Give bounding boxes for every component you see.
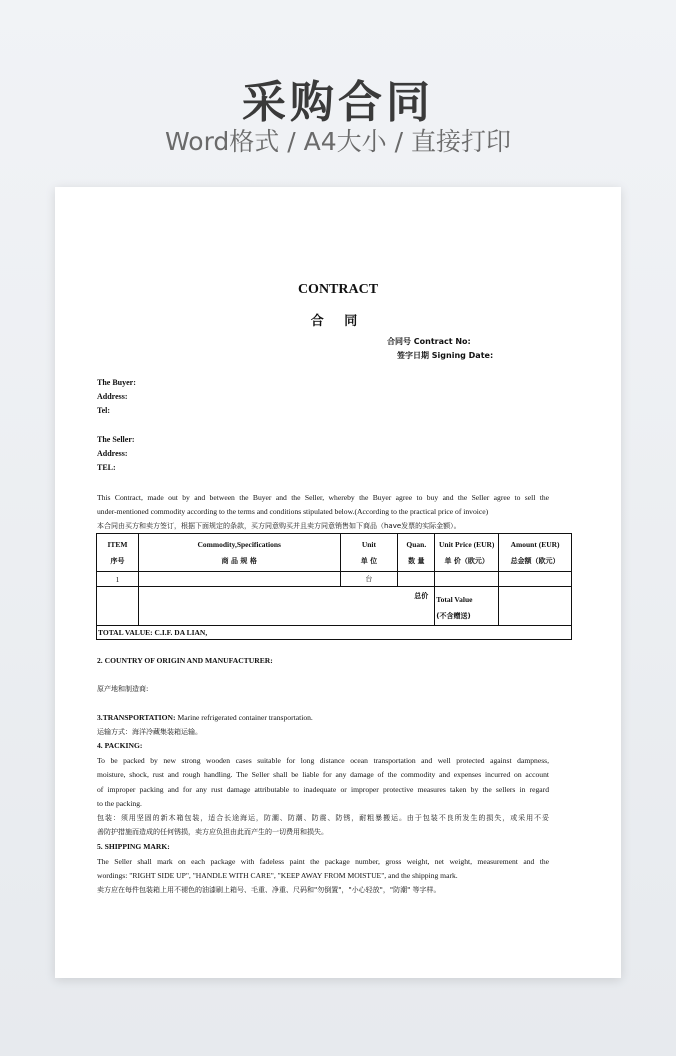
cell-item: 1 bbox=[97, 572, 139, 587]
contract-no-label: 合同号 Contract No: bbox=[387, 337, 471, 346]
total-label-cell bbox=[435, 587, 499, 626]
seller-tel-label: TEL: bbox=[97, 463, 116, 472]
section-4-en-line-4: to the packing. bbox=[97, 799, 142, 808]
section-5-heading: 5. SHIPPING MARK: bbox=[97, 842, 170, 851]
section-4-cn-line-2: 善防护措施而造成的任何锈损，卖方应负担由此而产生的一切费用和损失。 bbox=[97, 828, 328, 836]
table-header-row bbox=[97, 534, 572, 572]
header-item: ITEM 序号 bbox=[97, 534, 139, 572]
section-3-text: Marine refrigerated container transportation. bbox=[175, 713, 313, 722]
buyer-address-label: Address: bbox=[97, 392, 128, 401]
seller-label: The Seller: bbox=[97, 435, 135, 444]
header-commodity: Commodity,Specifications 商 品 规 格 bbox=[138, 534, 340, 572]
section-2-cn: 原产地和制造商: bbox=[97, 685, 149, 693]
section-4-en-line-1: To be packed by new strong wooden cases suitable for long distance ocean transportation and well protected against dampness, bbox=[97, 756, 549, 765]
cell-unit-price bbox=[435, 572, 499, 587]
section-4-cn-line-1: 包装：须用坚固的新木箱包装，适合长途海运，防潮、防潮、防震、防锈，耐粗暴搬运。由于包装不良所发生的损失，或采用不妥 bbox=[97, 814, 549, 822]
total-value: TOTAL VALUE: C.I.F. DA LIAN, bbox=[97, 626, 572, 640]
intro-en-line-2: under-mentioned commodity according to the terms and conditions stipulated below.(According to the practical price of invoice) bbox=[97, 507, 489, 516]
intro-cn: 本合同由买方和卖方签订，根据下面规定的条款，买方同意购买并且卖方同意销售如下商品（have发票的实际金额）。 bbox=[97, 522, 461, 530]
signing-date-label: 签字日期 Signing Date: bbox=[397, 351, 494, 360]
cell-amount bbox=[499, 572, 572, 587]
header-unit-price: Unit Price (EUR) 单 价（欧元） bbox=[435, 534, 499, 572]
section-5-en-line-1: The Seller shall mark on each package with fadeless paint the package number, gross weight, net weight, measurement and the bbox=[97, 857, 549, 866]
total-note: (不含赠送) bbox=[436, 612, 471, 620]
total-en: Total Value bbox=[436, 595, 473, 604]
section-4-en-line-2: moisture, shock, rust and rough handling. The Seller shall be liable for any damage of the commodity and expenses incurred on account bbox=[97, 770, 549, 779]
contract-title: CONTRACT bbox=[297, 282, 379, 297]
seller-address-label: Address: bbox=[97, 449, 128, 458]
section-3-heading: 3.TRANSPORTATION: bbox=[97, 713, 176, 722]
page-subtitle: Word格式 / A4大小 / 直接打印 bbox=[165, 127, 511, 156]
page-title: 采购合同 bbox=[242, 77, 434, 128]
document-sheet bbox=[55, 187, 621, 978]
header-amount: Amount (EUR) 总金额（欧元） bbox=[499, 534, 572, 572]
header-unit: Unit 单 位 bbox=[340, 534, 398, 572]
goods-table bbox=[96, 533, 572, 640]
table-total-value-row bbox=[97, 626, 572, 640]
cell-empty bbox=[97, 587, 139, 626]
total-amount-cell bbox=[499, 587, 572, 626]
section-4-en-line-3: of improper packing and for any rust damage attributable to inadequate or improper protective measures taken by the sellers in regard bbox=[97, 785, 549, 794]
section-5-cn: 卖方应在每件包装箱上用不褪色的油漆刷上箱号、毛重、净重、尺码和"勿倒置"，"小心轻放"，"防潮" 等字样。 bbox=[97, 886, 441, 894]
section-4-heading: 4. PACKING: bbox=[97, 741, 143, 750]
buyer-tel-label: Tel: bbox=[97, 406, 111, 415]
header-quantity: Quan. 数 量 bbox=[398, 534, 435, 572]
contract-title-cn: 合 同 bbox=[310, 314, 366, 329]
table-row bbox=[97, 572, 572, 587]
section-3-cn: 运输方式：海洋冷藏集装箱运输。 bbox=[97, 728, 202, 736]
intro-en-line-1: This Contract, made out by and between the Buyer and the Seller, whereby the Buyer agree to buy and the Seller agree to sell the bbox=[97, 493, 549, 502]
total-cn: 总价 bbox=[414, 592, 429, 600]
table-total-row bbox=[97, 587, 572, 626]
cell-unit: 台 bbox=[340, 572, 398, 587]
total-cn-cell bbox=[138, 587, 434, 626]
section-3-line bbox=[97, 713, 549, 722]
section-2-heading: 2. COUNTRY OF ORIGIN AND MANUFACTURER: bbox=[97, 656, 273, 665]
cell-commodity bbox=[138, 572, 340, 587]
section-5-en-line-2: wordings: "RIGHT SIDE UP", "HANDLE WITH CARE", "KEEP AWAY FROM MOISTUE", and the shipping mark. bbox=[97, 871, 458, 880]
buyer-label: The Buyer: bbox=[97, 378, 136, 387]
cell-quantity bbox=[398, 572, 435, 587]
